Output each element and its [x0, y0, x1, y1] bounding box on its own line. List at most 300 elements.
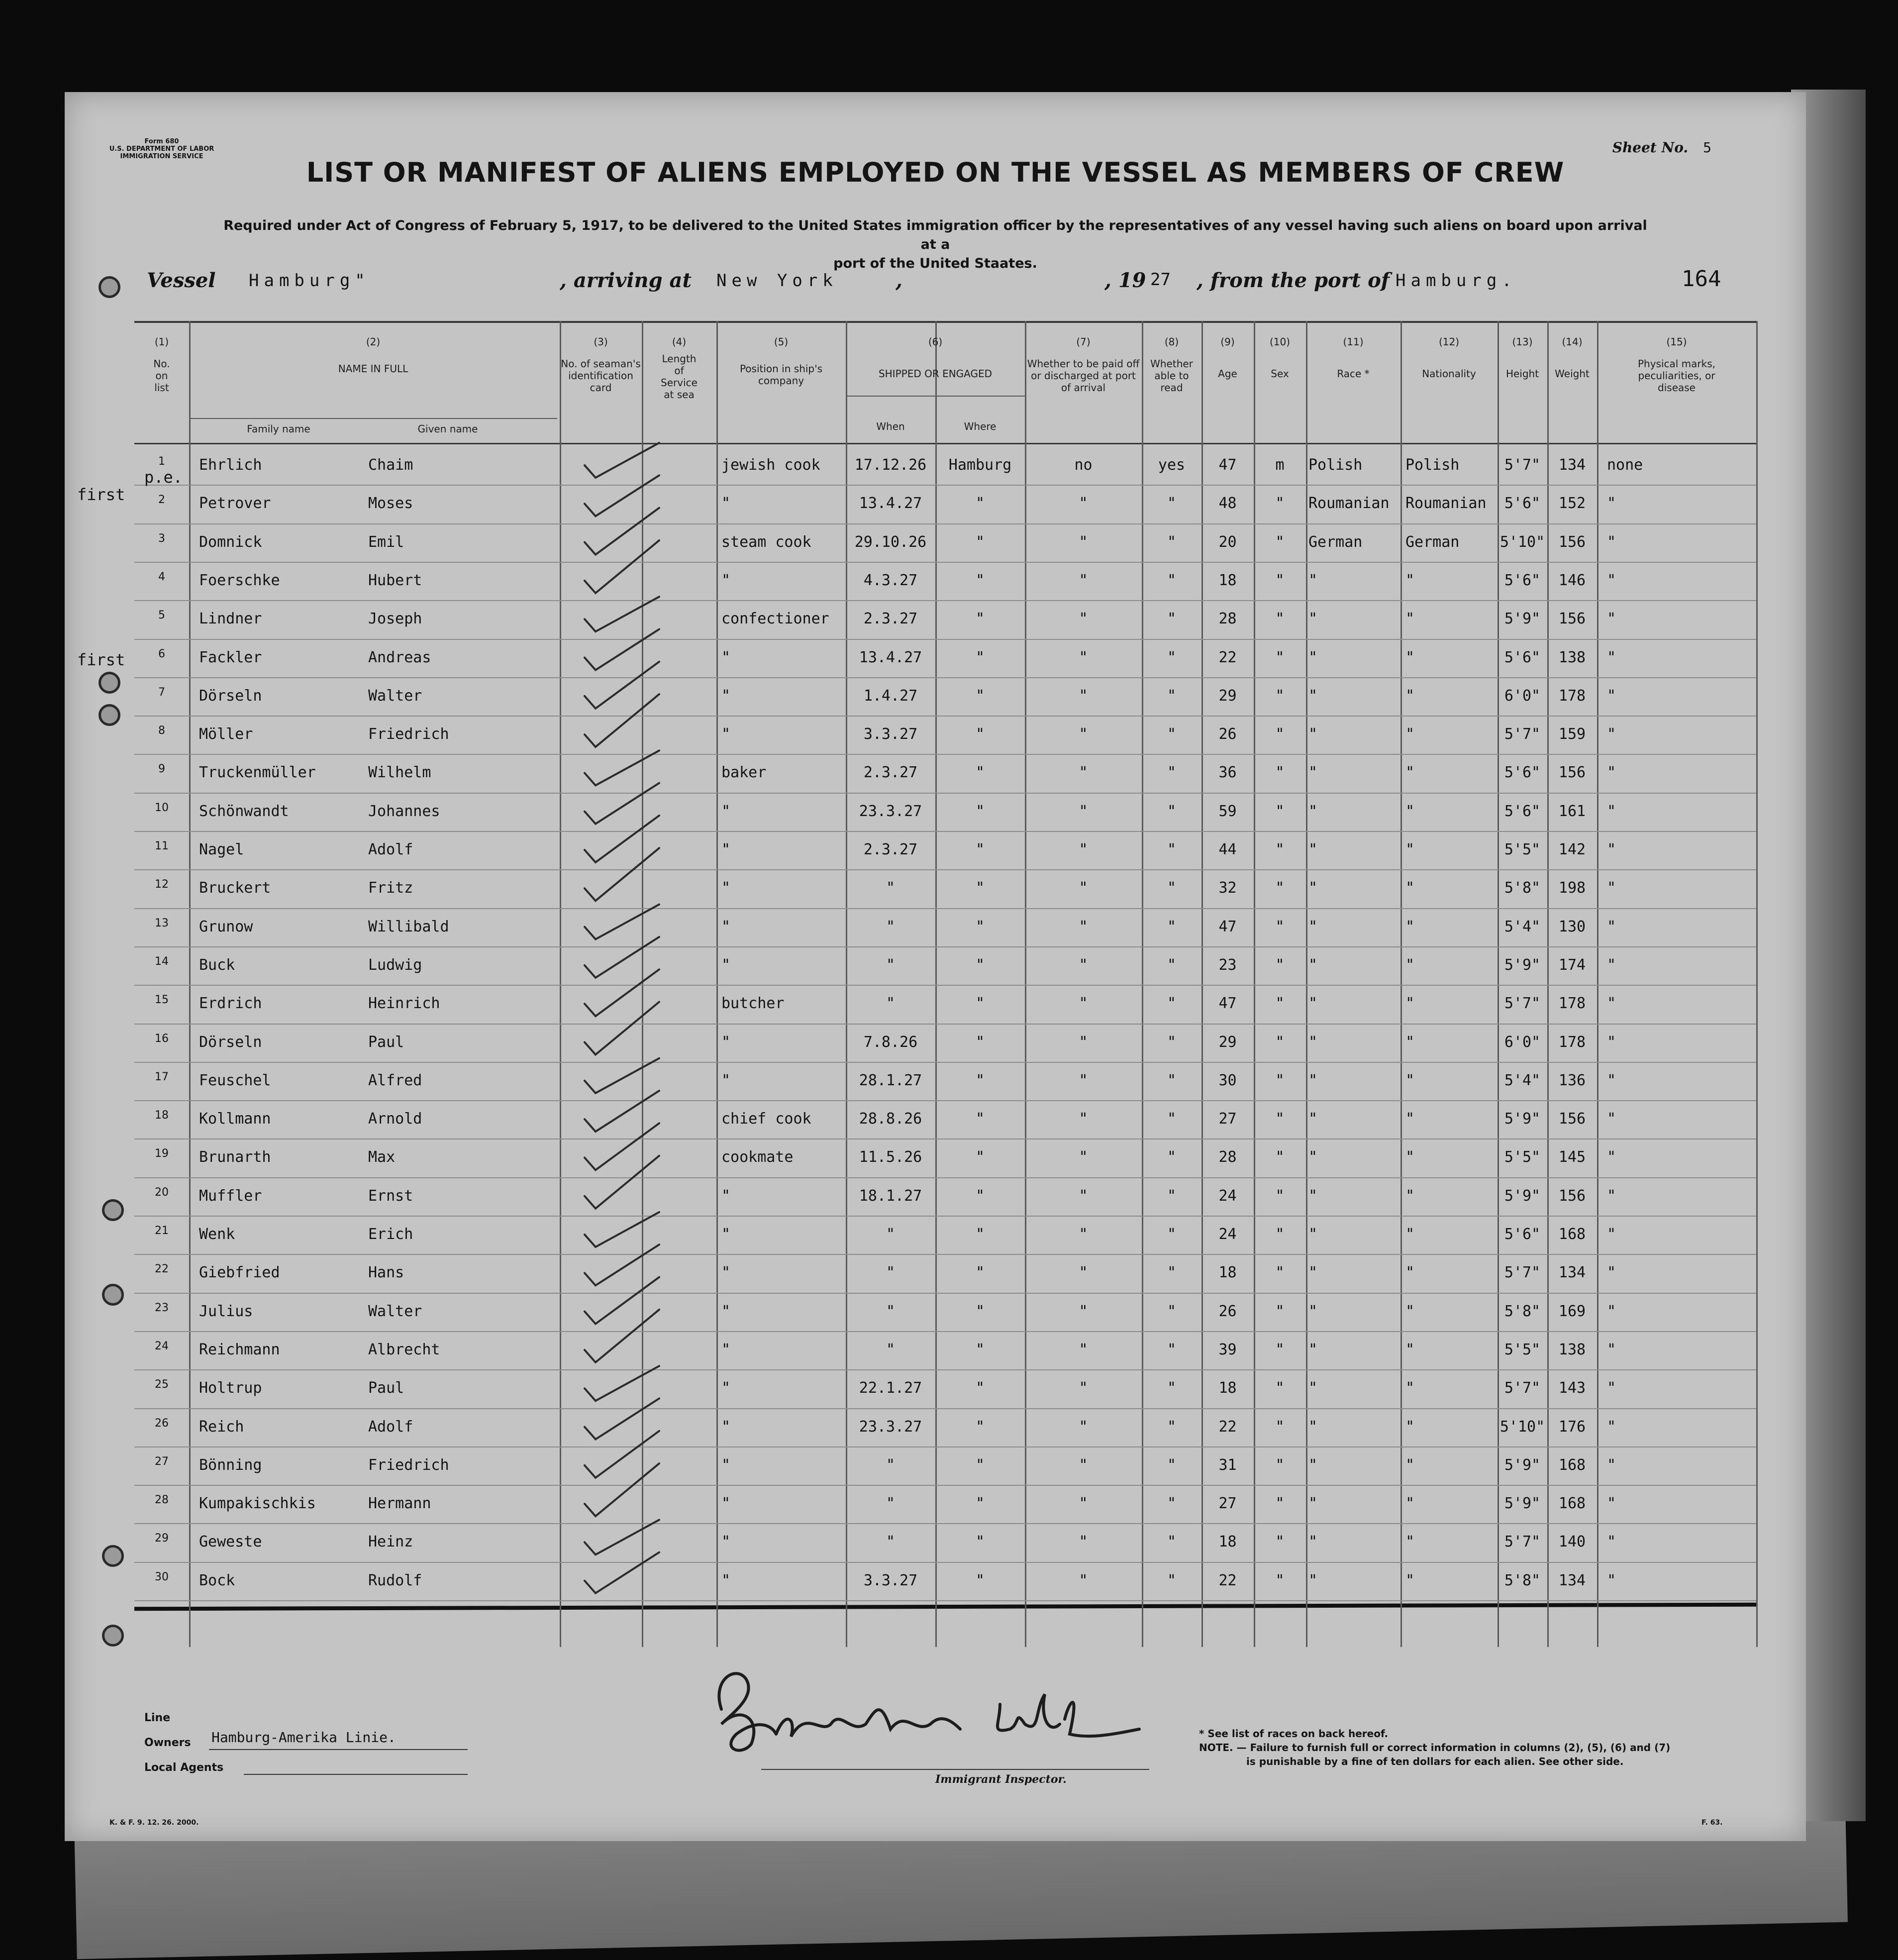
- col-number: (6): [928, 336, 943, 348]
- vessel-name: Hamburg": [249, 271, 370, 291]
- cell-no: 13: [155, 917, 169, 929]
- cell-read: ": [1167, 610, 1177, 628]
- cell-sex: ": [1275, 764, 1285, 782]
- check-mark: [585, 694, 659, 747]
- form-number: Form 680: [144, 138, 179, 145]
- cell-family: Brunarth: [199, 1148, 271, 1166]
- cell-weight: 159: [1558, 725, 1586, 743]
- cell-weight: 156: [1558, 610, 1586, 628]
- cell-height: 6'0": [1504, 1033, 1541, 1051]
- cell-race: ": [1308, 1110, 1318, 1128]
- cell-no: 1: [158, 455, 165, 468]
- cell-when: 23.3.27: [859, 802, 922, 820]
- col-number: (10): [1269, 336, 1291, 348]
- cell-marks: ": [1607, 841, 1616, 858]
- cell-position: ": [721, 687, 731, 705]
- cell-age: 36: [1218, 764, 1237, 782]
- cell-when: 28.8.26: [859, 1110, 922, 1128]
- cell-race: ": [1308, 1148, 1318, 1166]
- cell-position: ": [721, 1071, 731, 1089]
- comma: ,: [896, 269, 902, 292]
- cell-sex: ": [1275, 1341, 1285, 1358]
- cell-age: 18: [1218, 1533, 1237, 1551]
- cell-marks: ": [1607, 1148, 1616, 1166]
- cell-family: Kollmann: [199, 1110, 271, 1128]
- cell-paid: ": [1079, 879, 1088, 897]
- cell-position: ": [721, 571, 731, 589]
- cell-age: 47: [1218, 918, 1237, 935]
- cell-weight: 138: [1558, 1341, 1586, 1358]
- cell-marks: ": [1607, 648, 1616, 666]
- cell-race: ": [1308, 687, 1318, 705]
- cell-age: 47: [1218, 456, 1237, 474]
- line-label: Line: [144, 1712, 171, 1724]
- cell-no: 12: [155, 878, 169, 891]
- cell-age: 24: [1218, 1187, 1237, 1205]
- cell-no: 30: [155, 1570, 169, 1583]
- department: U.S. DEPARTMENT OF LABOR: [109, 145, 214, 153]
- cell-weight: 134: [1558, 1571, 1586, 1589]
- cell-paid: ": [1079, 1341, 1088, 1358]
- given-name-header: Given name: [417, 423, 478, 435]
- cell-position: ": [721, 1571, 731, 1589]
- cell-given: Hans: [368, 1264, 404, 1282]
- cell-read: ": [1167, 571, 1177, 589]
- cell-race: ": [1308, 1071, 1318, 1089]
- cell-family: Lindner: [199, 610, 262, 628]
- owners-label: Owners: [144, 1737, 191, 1749]
- cell-nationality: ": [1405, 610, 1415, 628]
- cell-when: ": [886, 1226, 896, 1243]
- cell-race: ": [1308, 995, 1318, 1013]
- cell-race: ": [1308, 802, 1318, 820]
- cell-when: ": [886, 1264, 896, 1282]
- cell-sex: ": [1275, 1302, 1285, 1320]
- cell-family: Möller: [199, 725, 253, 743]
- cell-nationality: ": [1405, 1418, 1415, 1436]
- col-title: Race *: [1337, 368, 1370, 380]
- cell-position: ": [721, 725, 731, 743]
- cell-family: Dörseln: [199, 1033, 262, 1051]
- cell-when: 11.5.26: [859, 1148, 922, 1166]
- col-title: No. of seaman's identification card: [561, 358, 641, 394]
- check-mark: [585, 1058, 659, 1093]
- cell-where: ": [975, 1226, 985, 1243]
- cell-no: 24: [155, 1340, 169, 1352]
- cell-age: 44: [1218, 841, 1237, 858]
- check-mark: [585, 848, 659, 901]
- cell-height: 5'6": [1504, 1226, 1541, 1243]
- cell-paid: ": [1079, 571, 1088, 589]
- check-mark: [585, 475, 659, 516]
- cell-family: Holtrup: [199, 1379, 262, 1397]
- crew-table: [134, 321, 1756, 1647]
- cell-sex: ": [1275, 610, 1285, 628]
- cell-given: Friedrich: [368, 1456, 449, 1474]
- cell-position: ": [721, 1379, 731, 1397]
- cell-nationality: German: [1405, 533, 1460, 551]
- cell-position: ": [721, 1033, 731, 1051]
- col-title: Weight: [1555, 368, 1590, 380]
- cell-sex: ": [1275, 1226, 1285, 1243]
- cell-race: ": [1308, 1379, 1318, 1397]
- cell-position: ": [721, 1187, 731, 1205]
- cell-when: 1.4.27: [863, 687, 918, 705]
- col-number: (3): [594, 336, 608, 348]
- cell-age: 39: [1218, 1341, 1237, 1358]
- cell-position: ": [721, 918, 731, 935]
- cell-family: Wenk: [199, 1226, 235, 1243]
- binder-hole: [102, 1545, 124, 1567]
- departure-port: Hamburg.: [1396, 271, 1517, 291]
- cell-age: 18: [1218, 1264, 1237, 1282]
- printer-code: K. & F. 9. 12. 26. 2000.: [109, 1819, 199, 1827]
- cell-race: ": [1308, 764, 1318, 782]
- cell-position: ": [721, 802, 731, 820]
- inspector-signature: [692, 1650, 1164, 1764]
- binder-hole: [102, 1284, 124, 1306]
- cell-nationality: ": [1405, 764, 1415, 782]
- cell-read: ": [1167, 1148, 1177, 1166]
- check-mark: [585, 1552, 659, 1593]
- col-title: Age: [1218, 368, 1237, 380]
- cell-weight: 178: [1558, 1033, 1586, 1051]
- cell-paid: ": [1079, 995, 1088, 1013]
- cell-paid: ": [1079, 802, 1088, 820]
- cell-marks: ": [1607, 533, 1616, 551]
- cell-where: ": [975, 918, 985, 935]
- cell-when: 7.8.26: [863, 1033, 918, 1051]
- cell-paid: ": [1079, 725, 1088, 743]
- col-title: Nationality: [1422, 368, 1476, 380]
- cell-where: ": [975, 1071, 985, 1089]
- cell-marks: ": [1607, 1533, 1616, 1551]
- cell-when: 28.1.27: [859, 1071, 922, 1089]
- cell-paid: ": [1079, 1302, 1088, 1320]
- cell-marks: ": [1607, 1456, 1616, 1474]
- cell-weight: 156: [1558, 764, 1586, 782]
- col-number: (1): [154, 336, 169, 348]
- binder-hole: [102, 1199, 124, 1221]
- cell-nationality: ": [1405, 1379, 1415, 1397]
- cell-where: ": [975, 995, 985, 1013]
- cell-paid: ": [1079, 1148, 1088, 1166]
- cell-when: ": [886, 1302, 896, 1320]
- cell-family: Grunow: [199, 918, 253, 935]
- cell-given: Friedrich: [368, 725, 449, 743]
- cell-height: 6'0": [1504, 687, 1541, 705]
- check-mark: [585, 1091, 659, 1132]
- cell-when: ": [886, 956, 896, 974]
- cell-height: 5'8": [1504, 1302, 1541, 1320]
- cell-nationality: ": [1405, 1571, 1415, 1589]
- cell-nationality: ": [1405, 1033, 1415, 1051]
- cell-paid: ": [1079, 1264, 1088, 1282]
- col-number: (9): [1220, 336, 1235, 348]
- penalty-note-2: is punishable by a fine of ten dollars for each alien. See other side.: [1246, 1755, 1624, 1767]
- cell-family: Nagel: [199, 841, 244, 858]
- cell-read: ": [1167, 1341, 1177, 1358]
- cell-when: 13.4.27: [859, 495, 922, 513]
- cell-given: Heinz: [368, 1533, 413, 1551]
- check-mark: [585, 1002, 659, 1055]
- cell-family: Reichmann: [199, 1341, 280, 1358]
- cell-weight: 174: [1558, 956, 1586, 974]
- cell-age: 26: [1218, 1302, 1237, 1320]
- cell-height: 5'7": [1504, 1379, 1541, 1397]
- cell-family: Bock: [199, 1571, 235, 1589]
- margin-note-first: first: [77, 485, 125, 504]
- cell-given: Max: [368, 1148, 396, 1166]
- cell-nationality: ": [1405, 725, 1415, 743]
- cell-when: ": [886, 1341, 896, 1358]
- cell-no: 18: [155, 1109, 169, 1122]
- cell-position: chief cook: [721, 1110, 811, 1128]
- cell-position: ": [721, 1341, 731, 1358]
- cell-where: ": [975, 533, 985, 551]
- cell-no: 21: [155, 1225, 169, 1237]
- cell-race: ": [1308, 1418, 1318, 1436]
- cell-position: baker: [721, 764, 767, 782]
- cell-given: Joseph: [368, 610, 422, 628]
- cell-family: Giebfried: [199, 1264, 280, 1282]
- cell-where: ": [975, 1495, 985, 1513]
- cell-position: steam cook: [721, 533, 811, 551]
- cell-height: 5'6": [1504, 571, 1541, 589]
- cell-family: Dörseln: [199, 687, 262, 705]
- cell-read: ": [1167, 918, 1177, 935]
- cell-sex: ": [1275, 841, 1285, 858]
- cell-no: 7: [158, 686, 165, 699]
- cell-read: ": [1167, 725, 1177, 743]
- col-number: (2): [366, 336, 381, 348]
- cell-family: Petrover: [199, 495, 271, 513]
- cell-height: 5'9": [1504, 1495, 1541, 1513]
- cell-sex: ": [1275, 495, 1285, 513]
- page-title: LIST OR MANIFEST OF ALIENS EMPLOYED ON THE VESSEL AS MEMBERS OF CREW: [306, 157, 1565, 188]
- cell-no: 16: [155, 1032, 169, 1045]
- cell-marks: ": [1607, 956, 1616, 974]
- cell-sex: ": [1275, 802, 1285, 820]
- cell-age: 22: [1218, 648, 1237, 666]
- cell-race: ": [1308, 1341, 1318, 1358]
- cell-when: ": [886, 1533, 896, 1551]
- cell-paid: ": [1079, 956, 1088, 974]
- cell-height: 5'7": [1504, 1533, 1541, 1551]
- cell-nationality: ": [1405, 1495, 1415, 1513]
- cell-marks: ": [1607, 1379, 1616, 1397]
- when-header: When: [876, 420, 905, 432]
- cell-family: Kumpakischkis: [199, 1495, 316, 1513]
- cell-marks: ": [1607, 1264, 1616, 1282]
- cell-given: Johannes: [368, 802, 440, 820]
- check-mark: [585, 540, 659, 593]
- year-label: , 19: [1104, 269, 1146, 292]
- cell-where: ": [975, 1187, 985, 1205]
- cell-where: ": [975, 841, 985, 858]
- cell-paid: ": [1079, 1418, 1088, 1436]
- check-mark: [585, 750, 659, 785]
- cell-age: 18: [1218, 571, 1237, 589]
- cell-nationality: ": [1405, 841, 1415, 858]
- cell-nationality: ": [1405, 1341, 1415, 1358]
- cell-age: 59: [1218, 802, 1237, 820]
- cell-given: Walter: [368, 687, 422, 705]
- cell-age: 29: [1218, 687, 1237, 705]
- cell-nationality: Roumanian: [1405, 495, 1487, 513]
- races-note: * See list of races on back hereof.: [1199, 1728, 1389, 1740]
- cell-age: 29: [1218, 1033, 1237, 1051]
- sheet-value: 5: [1703, 139, 1711, 156]
- cell-race: ": [1308, 648, 1318, 666]
- cell-no: 11: [155, 840, 169, 852]
- cell-when: 23.3.27: [859, 1418, 922, 1436]
- cell-nationality: ": [1405, 648, 1415, 666]
- agents-rule: [244, 1774, 468, 1775]
- cell-position: ": [721, 1418, 731, 1436]
- cell-sex: ": [1275, 1110, 1285, 1128]
- cell-race: ": [1308, 956, 1318, 974]
- col-title: Whether to be paid off or discharged at port of arrival: [1027, 358, 1140, 394]
- cell-sex: ": [1275, 687, 1285, 705]
- cell-weight: 134: [1558, 1264, 1586, 1282]
- cell-marks: ": [1607, 1302, 1616, 1320]
- cell-position: ": [721, 1302, 731, 1320]
- cell-family: Reich: [199, 1418, 244, 1436]
- cell-where: ": [975, 1033, 985, 1051]
- cell-when: 4.3.27: [863, 571, 918, 589]
- cell-no: 14: [155, 955, 169, 968]
- family-name-header: Family name: [247, 423, 310, 435]
- cell-weight: 169: [1558, 1302, 1586, 1320]
- cell-where: ": [975, 1533, 985, 1551]
- cell-race: ": [1308, 1033, 1318, 1051]
- cell-where: ": [975, 1456, 985, 1474]
- cell-when: ": [886, 879, 896, 897]
- cell-read: ": [1167, 995, 1177, 1013]
- cell-marks: ": [1607, 764, 1616, 782]
- cell-weight: 168: [1558, 1456, 1586, 1474]
- cell-no: 17: [155, 1070, 169, 1083]
- cell-weight: 161: [1558, 802, 1586, 820]
- cell-height: 5'5": [1504, 841, 1541, 858]
- cell-age: 20: [1218, 533, 1237, 551]
- cell-position: ": [721, 956, 731, 974]
- cell-where: ": [975, 687, 985, 705]
- col-title: Physical marks, peculiarities, or disease: [1637, 358, 1716, 394]
- cell-age: 28: [1218, 1148, 1237, 1166]
- check-mark: [585, 937, 659, 978]
- cell-position: confectioner: [721, 610, 829, 628]
- cell-paid: ": [1079, 610, 1088, 628]
- cell-height: 5'7": [1504, 995, 1541, 1013]
- cell-weight: 138: [1558, 648, 1586, 666]
- col-number: (15): [1666, 336, 1687, 348]
- cell-age: 26: [1218, 725, 1237, 743]
- cell-read: ": [1167, 1071, 1177, 1089]
- cell-weight: 156: [1558, 1110, 1586, 1128]
- cell-no: 29: [155, 1532, 169, 1545]
- cell-race: ": [1308, 725, 1318, 743]
- check-mark: [585, 1244, 659, 1285]
- cell-marks: ": [1607, 995, 1616, 1013]
- cell-position: cookmate: [721, 1148, 794, 1166]
- cell-paid: ": [1079, 687, 1088, 705]
- cell-sex: ": [1275, 1187, 1285, 1205]
- cell-given: Hubert: [368, 571, 422, 589]
- cell-given: Heinrich: [368, 995, 440, 1013]
- cell-read: ": [1167, 841, 1177, 858]
- cell-no: 9: [158, 763, 165, 776]
- cell-height: 5'5": [1504, 1148, 1541, 1166]
- cell-no: 2: [158, 494, 165, 507]
- cell-given: Rudolf: [368, 1571, 422, 1589]
- cell-position: ": [721, 1456, 731, 1474]
- margin-note-pe: p.e.: [144, 468, 183, 487]
- binder-hole: [99, 672, 120, 694]
- cell-read: ": [1167, 495, 1177, 513]
- cell-when: ": [886, 918, 896, 935]
- cell-no: 28: [155, 1494, 169, 1507]
- cell-when: ": [886, 1456, 896, 1474]
- cell-paid: no: [1074, 456, 1093, 474]
- cell-no: 3: [158, 532, 165, 545]
- cell-paid: ": [1079, 1033, 1088, 1051]
- col-number: (13): [1512, 336, 1533, 348]
- cell-weight: 134: [1558, 456, 1586, 474]
- cell-race: ": [1308, 610, 1318, 628]
- cell-when: 13.4.27: [859, 648, 922, 666]
- cell-where: ": [975, 1418, 985, 1436]
- inspector-rule: [761, 1769, 1149, 1770]
- cell-family: Feuschel: [199, 1071, 271, 1089]
- cell-nationality: ": [1405, 879, 1415, 897]
- cell-given: Emil: [368, 533, 404, 551]
- cell-weight: 178: [1558, 687, 1586, 705]
- cell-no: 4: [158, 570, 165, 583]
- cell-sex: ": [1275, 1071, 1285, 1089]
- voyage-line: [100, 269, 1756, 304]
- cell-nationality: ": [1405, 1071, 1415, 1089]
- subtitle-line-2: port of the United Staates.: [833, 256, 1037, 271]
- cell-when: 17.12.26: [854, 456, 927, 474]
- cell-paid: ": [1079, 1495, 1088, 1513]
- col-title: Position in ship's company: [739, 363, 823, 387]
- cell-age: 22: [1218, 1571, 1237, 1589]
- cell-read: ": [1167, 1495, 1177, 1513]
- cell-race: ": [1308, 1264, 1318, 1282]
- cell-sex: ": [1275, 533, 1285, 551]
- cell-weight: 136: [1558, 1071, 1586, 1089]
- cell-sex: ": [1275, 1148, 1285, 1166]
- cell-race: ": [1308, 918, 1318, 935]
- col-number: (5): [774, 336, 789, 348]
- cell-given: Ernst: [368, 1187, 413, 1205]
- cell-nationality: ": [1405, 1533, 1415, 1551]
- cell-given: Adolf: [368, 1418, 413, 1436]
- cell-where: ": [975, 879, 985, 897]
- cell-weight: 156: [1558, 1187, 1586, 1205]
- sheet-number: [1612, 139, 1711, 156]
- where-header: Where: [964, 420, 997, 432]
- cell-read: ": [1167, 1187, 1177, 1205]
- cell-paid: ": [1079, 841, 1088, 858]
- cell-position: jewish cook: [721, 456, 820, 474]
- cell-age: 28: [1218, 610, 1237, 628]
- col-title: No. on list: [153, 358, 170, 394]
- cell-no: 15: [155, 994, 169, 1007]
- cell-height: 5'6": [1504, 802, 1541, 820]
